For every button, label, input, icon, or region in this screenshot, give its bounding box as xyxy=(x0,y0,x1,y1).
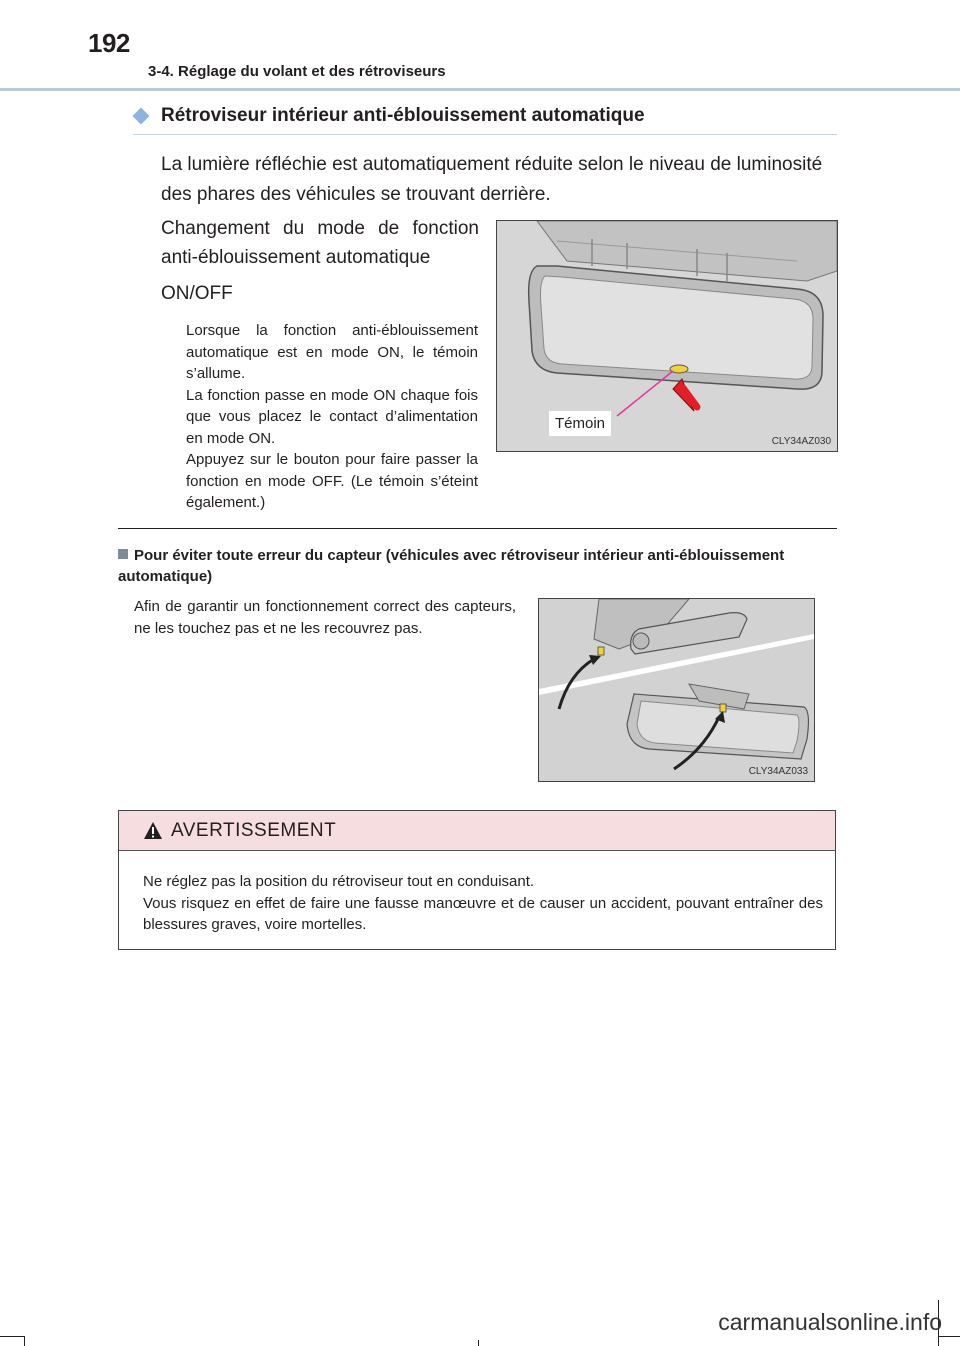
mirror-figure xyxy=(496,220,838,452)
warning-body xyxy=(119,851,835,936)
note-heading xyxy=(118,545,838,587)
mode-desc-line: La fonction passe en mode ON chaque fois que vous placez le contact d’alimentation en mode ON. xyxy=(186,386,478,447)
section-divider xyxy=(118,528,837,529)
section-heading-text: Rétroviseur intérieur anti-éblouissement automatique xyxy=(161,105,645,126)
mode-desc-line: Lorsque la fonction anti-éblouissement automatique est en mode ON, le témoin s’allume. xyxy=(186,322,478,382)
warning-line: Vous risquez en effet de faire une fausse manœuvre et de causer un accident, pouvant entraîner des blessures graves, voire mortelles. xyxy=(143,894,823,933)
sensor-illustration xyxy=(539,599,814,781)
diamond-bullet-icon xyxy=(133,108,150,125)
warning-title: AVERTISSEMENT xyxy=(171,819,337,841)
warning-header xyxy=(119,811,835,851)
watermark: carmanualsonline.info xyxy=(718,1309,942,1335)
crop-mark xyxy=(478,1340,479,1346)
crop-mark xyxy=(938,1336,960,1337)
note-heading-text: Pour éviter toute erreur du capteur (véhicules avec rétroviseur intérieur anti-éblouissement automatique) xyxy=(118,547,785,585)
note-body: Afin de garantir un fonctionnement correct des capteurs, ne les touchez pas et ne les recouvrez pas. xyxy=(134,598,516,637)
figure-code: CLY34AZ033 xyxy=(748,766,808,777)
warning-line: Ne réglez pas la position du rétroviseur tout en conduisant. xyxy=(143,873,535,890)
page-number: 192 xyxy=(88,28,130,58)
section-heading xyxy=(133,105,645,127)
header-rule xyxy=(0,88,960,91)
mirror-illustration xyxy=(497,221,837,451)
square-bullet-icon xyxy=(118,549,128,559)
indicator-label: Témoin xyxy=(549,411,611,436)
intro-paragraph: La lumière réfléchie est automatiquement réduite selon le niveau de luminosité des phares des véhicules se trouvant derrière. xyxy=(161,154,823,205)
figure-code: CLY34AZ030 xyxy=(771,436,831,447)
mode-desc-line: Appuyez sur le bouton pour faire passer la fonction en mode OFF. (Le témoin s’éteint également.) xyxy=(186,451,478,511)
mode-subtitle: ON/OFF xyxy=(161,283,233,304)
sensor-figure xyxy=(538,598,815,782)
section-rule xyxy=(133,134,837,135)
crop-mark xyxy=(24,1336,25,1346)
warning-triangle-icon xyxy=(143,821,163,840)
mode-description xyxy=(186,320,478,514)
mode-title: Changement du mode de fonction anti-éblouissement automatique xyxy=(161,218,479,268)
chapter-title: 3-4. Réglage du volant et des rétroviseurs xyxy=(148,63,446,80)
warning-box xyxy=(118,810,836,950)
crop-mark xyxy=(0,1336,24,1337)
